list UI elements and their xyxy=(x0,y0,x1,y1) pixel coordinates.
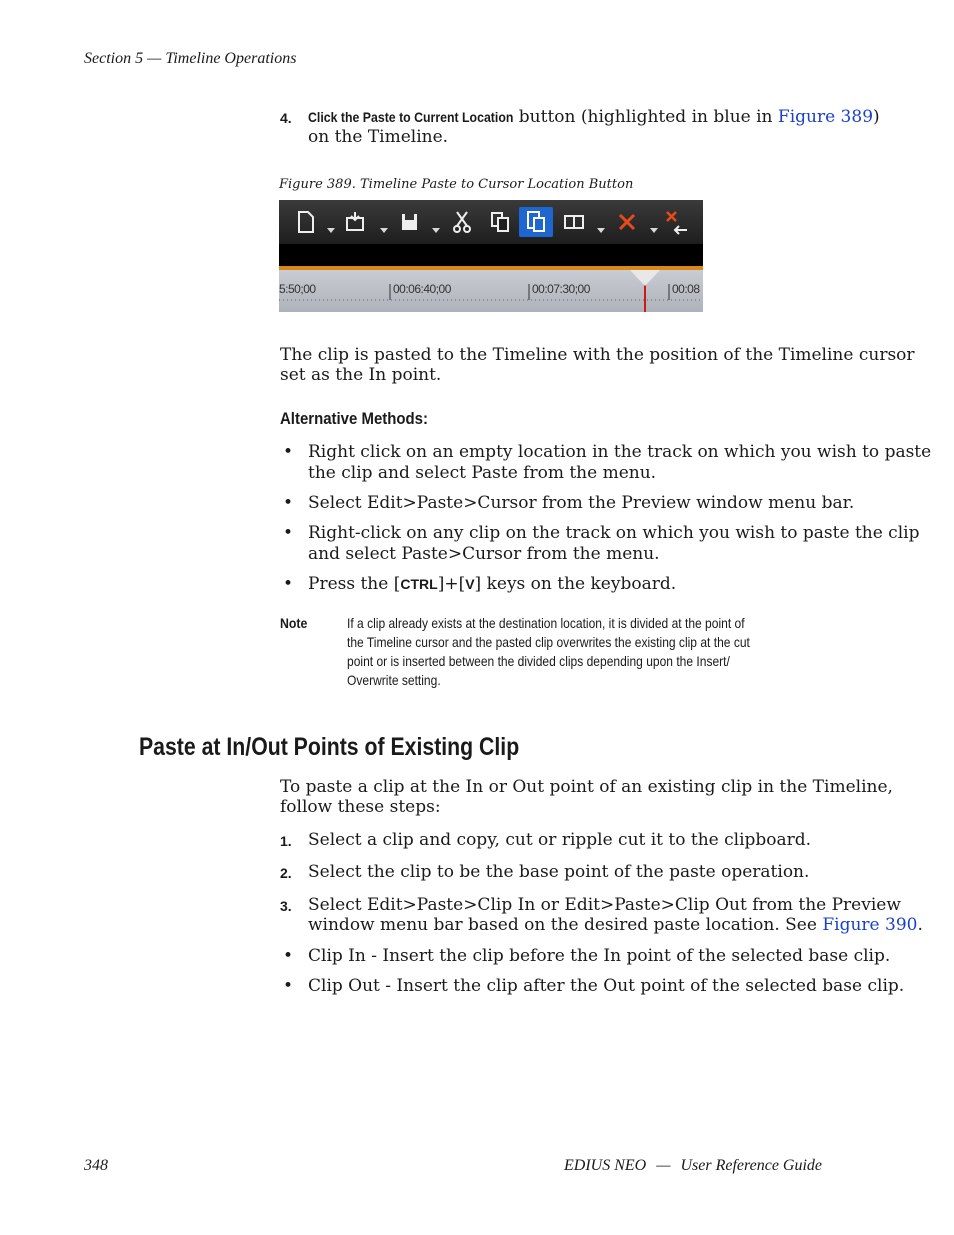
chevron-down-icon[interactable] xyxy=(432,228,440,233)
step-text-line2 xyxy=(308,915,923,935)
paste-cursor-icon xyxy=(519,207,553,237)
chevron-down-icon[interactable] xyxy=(380,228,388,233)
page-number: 348 xyxy=(84,1157,108,1174)
timeline-toolbar-figure xyxy=(279,200,703,312)
step-text: Select Edit>Paste>Clip In or Edit>Paste>Clip Out from the Preview xyxy=(308,895,901,915)
alternative-methods-heading: Alternative Methods: xyxy=(280,409,428,428)
add-track-icon[interactable] xyxy=(343,208,369,236)
press-keys-text: ] keys on the keyboard. xyxy=(474,574,677,594)
chevron-down-icon[interactable] xyxy=(597,228,605,233)
bullet-marker: • xyxy=(283,493,294,513)
ruler-label: 00:07:30;00 xyxy=(532,282,590,296)
chevron-down-icon[interactable] xyxy=(650,228,658,233)
figure-389-link[interactable]: Figure 389 xyxy=(777,107,874,127)
ruler-label: 5:50;00 xyxy=(279,282,316,296)
chevron-down-icon[interactable] xyxy=(327,228,335,233)
step-text: Select the clip to be the base point of the paste operation. xyxy=(308,862,810,882)
press-keys-text: Press the [ xyxy=(308,574,401,594)
bullet-line: Right click on an empty location in the track on which you wish to paste xyxy=(308,442,932,462)
press-keys-line xyxy=(308,574,676,594)
figure-caption: Figure 389. Timeline Paste to Cursor Location Button xyxy=(279,177,634,192)
step-text: window menu bar based on the desired paste location. See xyxy=(308,915,823,935)
step-text: . xyxy=(917,915,923,935)
new-sequence-icon[interactable] xyxy=(293,208,319,236)
running-head: Section 5 — Timeline Operations xyxy=(84,50,297,67)
step-number: 4. xyxy=(280,110,292,126)
delete-icon[interactable] xyxy=(615,208,641,236)
step-text: Select a clip and copy, cut or ripple cut it to the clipboard. xyxy=(308,830,812,850)
press-keys-text: ]+[ xyxy=(437,574,466,594)
step-number: 3. xyxy=(280,898,292,914)
paragraph-line: set as the In point. xyxy=(280,365,442,385)
step-number: 1. xyxy=(280,833,292,849)
step-4-text xyxy=(308,107,880,127)
footer-title xyxy=(564,1157,822,1175)
note-line: point or is inserted between the divided clips depending upon the Insert/ xyxy=(347,653,730,669)
note-line: If a clip already exists at the destination location, it is divided at the point of xyxy=(347,615,745,631)
bullet-line: Clip In - Insert the clip before the In point of the selected base clip. xyxy=(308,946,891,966)
toolbar-gap xyxy=(279,244,703,266)
footer-product: EDIUS NEO xyxy=(564,1157,647,1174)
bullet-marker: • xyxy=(283,523,294,543)
step-4-bold-label: Click the Paste to Current Location xyxy=(308,109,514,125)
bullet-line: Select Edit>Paste>Cursor from the Preview window menu bar. xyxy=(308,493,855,513)
footer-guide: User Reference Guide xyxy=(680,1157,823,1174)
ruler-label: 00:06:40;00 xyxy=(393,282,451,296)
bullet-marker: • xyxy=(283,946,294,966)
ruler-label: 00:08 xyxy=(672,282,700,296)
note-line: the Timeline cursor and the pasted clip overwrites the existing clip at the cut xyxy=(347,634,750,650)
bullet-line: the clip and select Paste from the menu. xyxy=(308,463,657,483)
step-number: 2. xyxy=(280,865,292,881)
bullet-line: Right-click on any clip on the track on which you wish to paste the clip xyxy=(308,523,920,543)
cut-icon[interactable] xyxy=(449,208,475,236)
bullet-line: and select Paste>Cursor from the menu. xyxy=(308,544,660,564)
key-v: V xyxy=(465,576,475,592)
save-icon[interactable] xyxy=(397,208,423,236)
note-line: Overwrite setting. xyxy=(347,672,441,688)
step-4-text-b: ) xyxy=(873,107,880,127)
copy-icon[interactable] xyxy=(487,208,513,236)
timeline-cursor-handle[interactable] xyxy=(630,270,660,286)
paste-to-cursor-button[interactable] xyxy=(519,207,553,237)
toolbar-strip xyxy=(279,200,703,244)
section-intro-line: To paste a clip at the In or Out point of an existing clip in the Timeline, xyxy=(280,777,893,797)
bullet-marker: • xyxy=(283,976,294,996)
bullet-line: Clip Out - Insert the clip after the Out point of the selected base clip. xyxy=(308,976,905,996)
section-intro-line: follow these steps: xyxy=(280,797,441,817)
figure-390-link[interactable]: Figure 390 xyxy=(822,915,918,935)
ripple-delete-icon[interactable] xyxy=(665,208,691,236)
add-clip-icon[interactable] xyxy=(562,208,588,236)
section-title: Paste at In/Out Points of Existing Clip xyxy=(139,733,520,761)
footer-dash: — xyxy=(656,1157,671,1174)
paragraph-line: The clip is pasted to the Timeline with the position of the Timeline cursor xyxy=(280,345,915,365)
bullet-marker: • xyxy=(283,574,294,594)
note-label: Note xyxy=(280,615,308,631)
key-ctrl: CTRL xyxy=(400,576,438,592)
bullet-marker: • xyxy=(283,442,294,462)
step-4-line2: on the Timeline. xyxy=(308,127,449,147)
step-4-text-a: button (highlighted in blue in xyxy=(513,107,778,127)
